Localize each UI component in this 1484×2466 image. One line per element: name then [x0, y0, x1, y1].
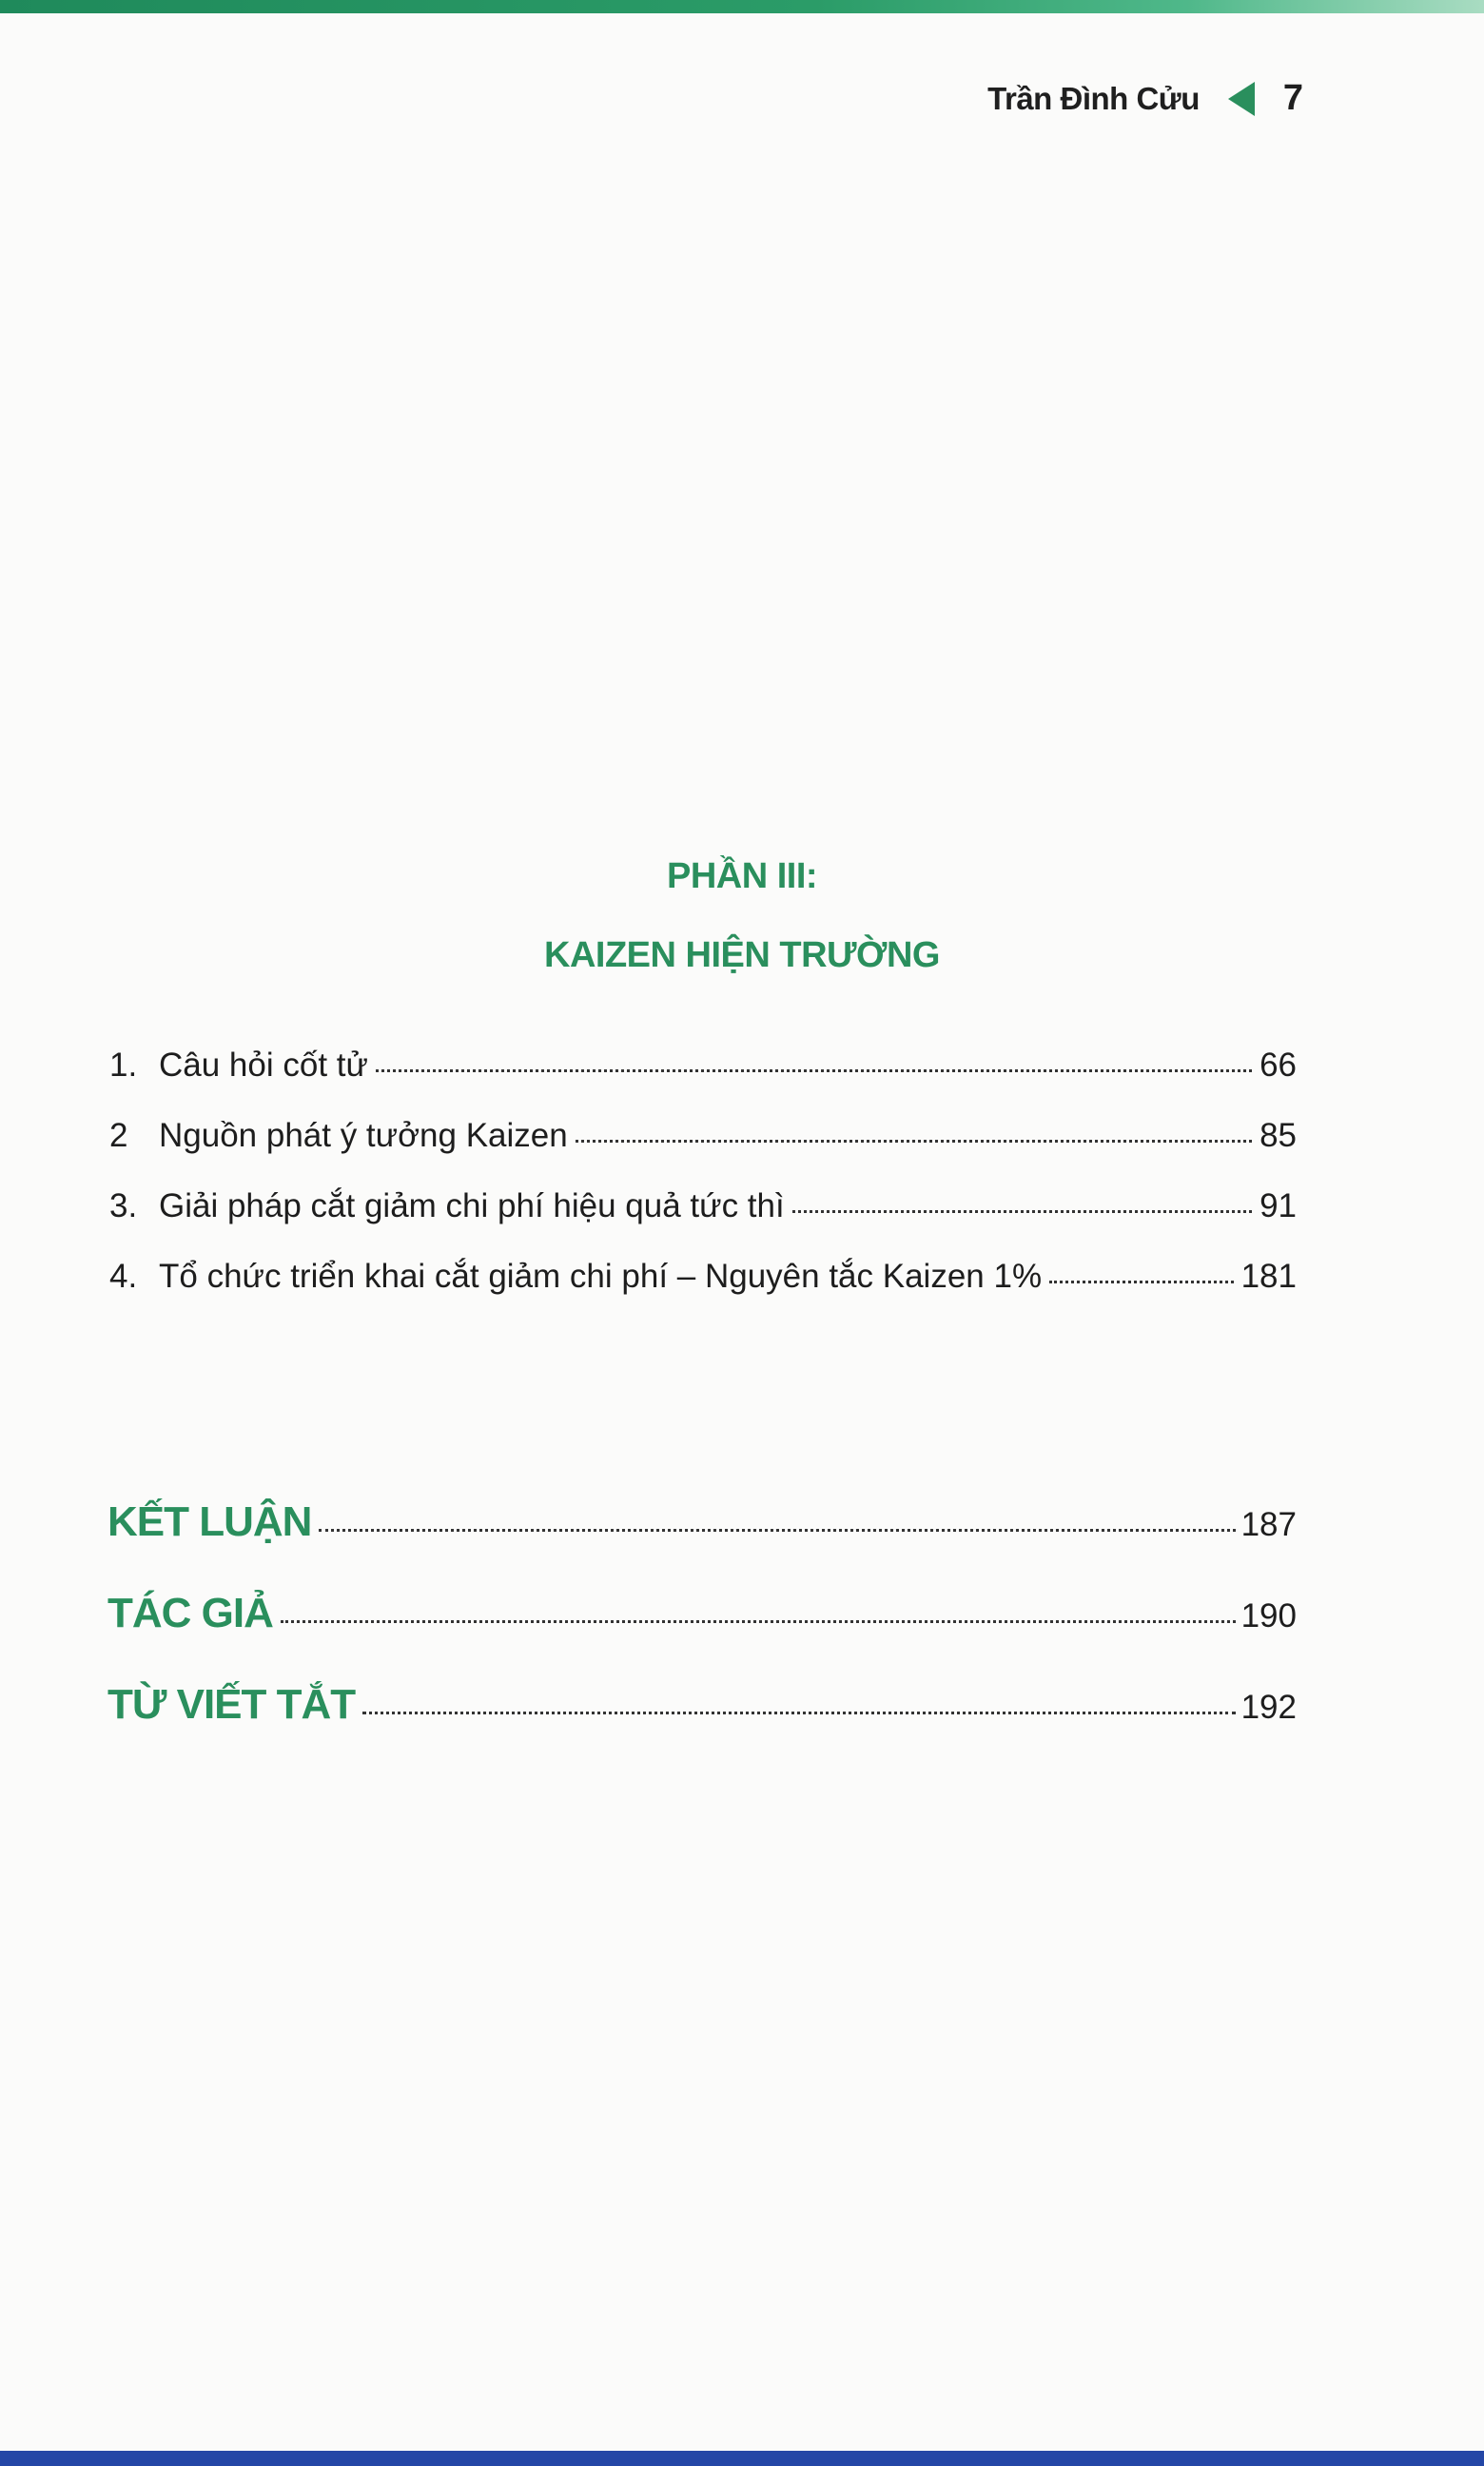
toc-entry-page: 85	[1259, 1117, 1297, 1154]
header-page-number: 7	[1282, 78, 1303, 118]
dot-leader	[376, 1068, 1252, 1072]
back-matter-title: KẾT LUẬN	[107, 1498, 312, 1545]
toc-entry	[109, 1258, 1297, 1328]
back-matter-entry	[107, 1498, 1297, 1590]
top-color-band	[0, 0, 1484, 13]
back-matter-page: 187	[1240, 1506, 1297, 1543]
back-matter-entry	[107, 1681, 1297, 1772]
toc-entry-page: 181	[1240, 1258, 1297, 1295]
table-of-contents	[109, 1047, 1297, 1328]
back-matter-title: TÁC GIẢ	[107, 1590, 273, 1636]
toc-entry-title: Câu hỏi cốt tử	[159, 1047, 368, 1084]
back-matter-page: 192	[1240, 1689, 1297, 1726]
dot-leader	[362, 1711, 1235, 1714]
toc-entry	[109, 1047, 1297, 1117]
toc-entry	[109, 1187, 1297, 1258]
dot-leader	[281, 1619, 1236, 1623]
part-heading	[0, 856, 1484, 976]
part-title: KAIZEN HIỆN TRƯỜNG	[544, 935, 940, 975]
toc-entry	[109, 1117, 1297, 1187]
dot-leader	[1049, 1280, 1234, 1283]
toc-entry-number: 4.	[109, 1258, 138, 1295]
toc-entry-title: Giải pháp cắt giảm chi phí hiệu quả tức thì	[159, 1187, 785, 1224]
toc-entry-title: Nguồn phát ý tưởng Kaizen	[159, 1117, 568, 1154]
header-author: Trần Đình Cửu	[987, 80, 1200, 116]
dot-leader	[576, 1139, 1252, 1143]
back-matter-list	[107, 1498, 1297, 1772]
toc-entry-number: 2	[109, 1117, 128, 1154]
toc-entry-page: 66	[1259, 1047, 1297, 1084]
back-matter-entry	[107, 1590, 1297, 1681]
toc-entry-page: 91	[1259, 1187, 1297, 1224]
toc-entry-number: 1.	[109, 1047, 138, 1084]
back-matter-title: TỪ VIẾT TẮT	[107, 1681, 356, 1728]
part-label: PHẦN III:	[666, 856, 818, 896]
left-triangle-icon	[1228, 82, 1255, 116]
toc-entry-title: Tổ chức triển khai cắt giảm chi phí – Nguyên tắc Kaizen 1%	[159, 1258, 1043, 1295]
toc-entry-number: 3.	[109, 1187, 138, 1224]
dot-leader	[319, 1528, 1235, 1532]
dot-leader	[792, 1209, 1252, 1213]
back-matter-page: 190	[1240, 1597, 1297, 1634]
bottom-color-band	[0, 2451, 1484, 2466]
running-header	[987, 78, 1303, 119]
